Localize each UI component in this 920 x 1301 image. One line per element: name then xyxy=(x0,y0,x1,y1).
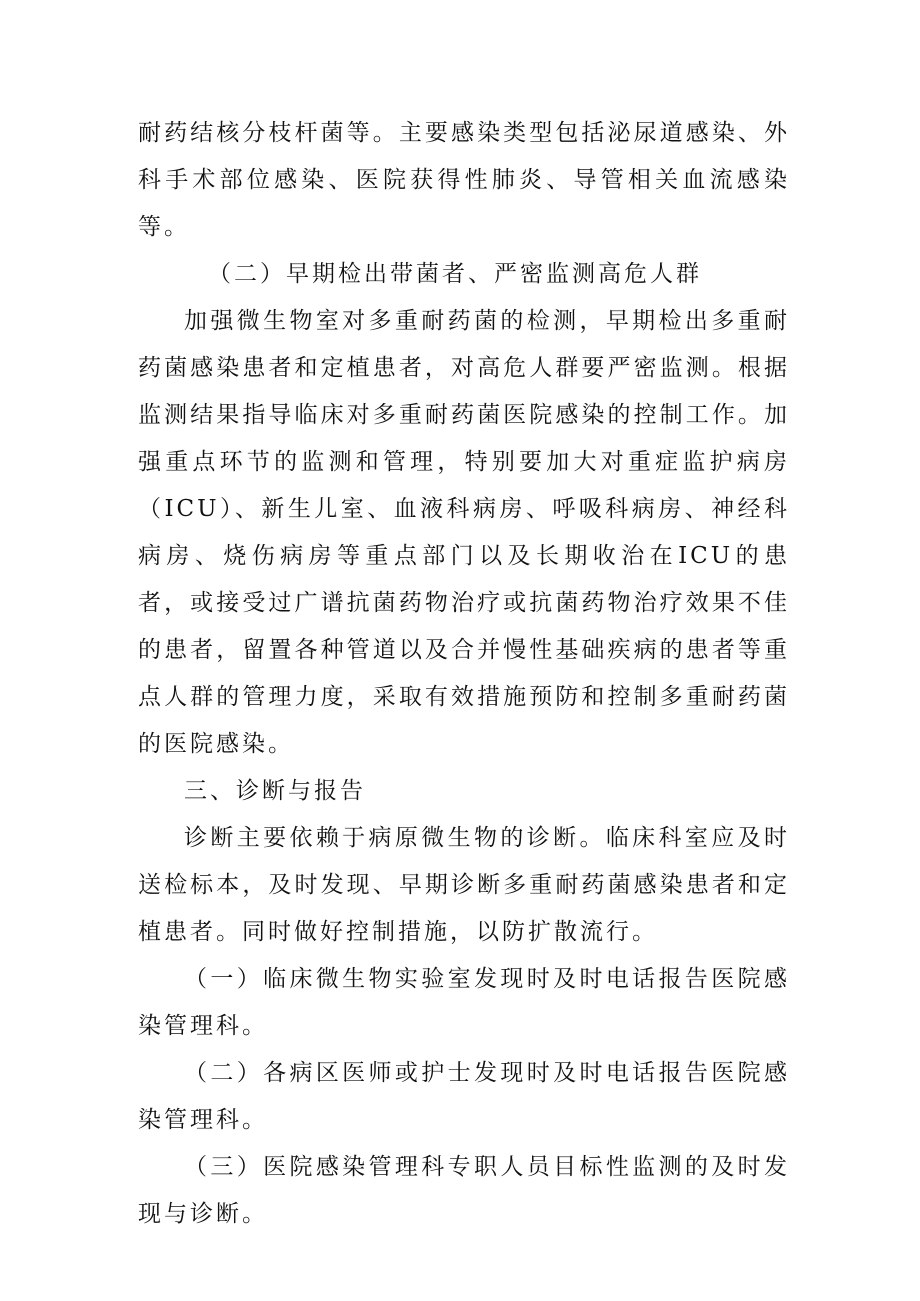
section-heading-diagnosis-report: 三、诊断与报告 xyxy=(184,778,366,804)
paragraph-continued-infection-types: 耐药结核分枝杆菌等。主要感染类型包括泌尿道感染、外科手术部位感染、医院获得性肺炎、导管相关血流感染等。 xyxy=(138,120,790,240)
list-item-surveillance: （三）医院感染管理科专职人员目标性监测的及时发现与诊断。 xyxy=(138,1154,790,1227)
subheading-early-detection: （二）早期检出带菌者、严密监测高危人群 xyxy=(208,261,702,287)
paragraph-monitoring-high-risk: 加强微生物室对多重耐药菌的检测，早期检出多重耐药菌感染患者和定植患者，对高危人群要严密监测。根据监测结果指导临床对多重耐药菌医院感染的控制工作。加强重点环节的监测和管理，特别要加大对重症监护病房（ICU）、新生儿室、血液科病房、呼吸科病房、神经科病房、烧伤病房等重点部门以及长期收治在ICU的患者，或接受过广谱抗菌药物治疗或抗菌药物治疗效果不佳的患者，留置各种管道以及合并慢性基础疾病的患者等重点人群的管理力度，采取有效措施预防和控制多重耐药菌的医院感染。 xyxy=(138,308,790,757)
list-item-lab-report: （一）临床微生物实验室发现时及时电话报告医院感染管理科。 xyxy=(138,966,790,1039)
document-body xyxy=(138,110,790,1238)
paragraph-diagnosis: 诊断主要依赖于病原微生物的诊断。临床科室应及时送检标本，及时发现、早期诊断多重耐药菌感染患者和定植患者。同时做好控制措施，以防扩散流行。 xyxy=(138,825,790,945)
list-item-ward-report: （二）各病区医师或护士发现时及时电话报告医院感染管理科。 xyxy=(138,1060,790,1133)
